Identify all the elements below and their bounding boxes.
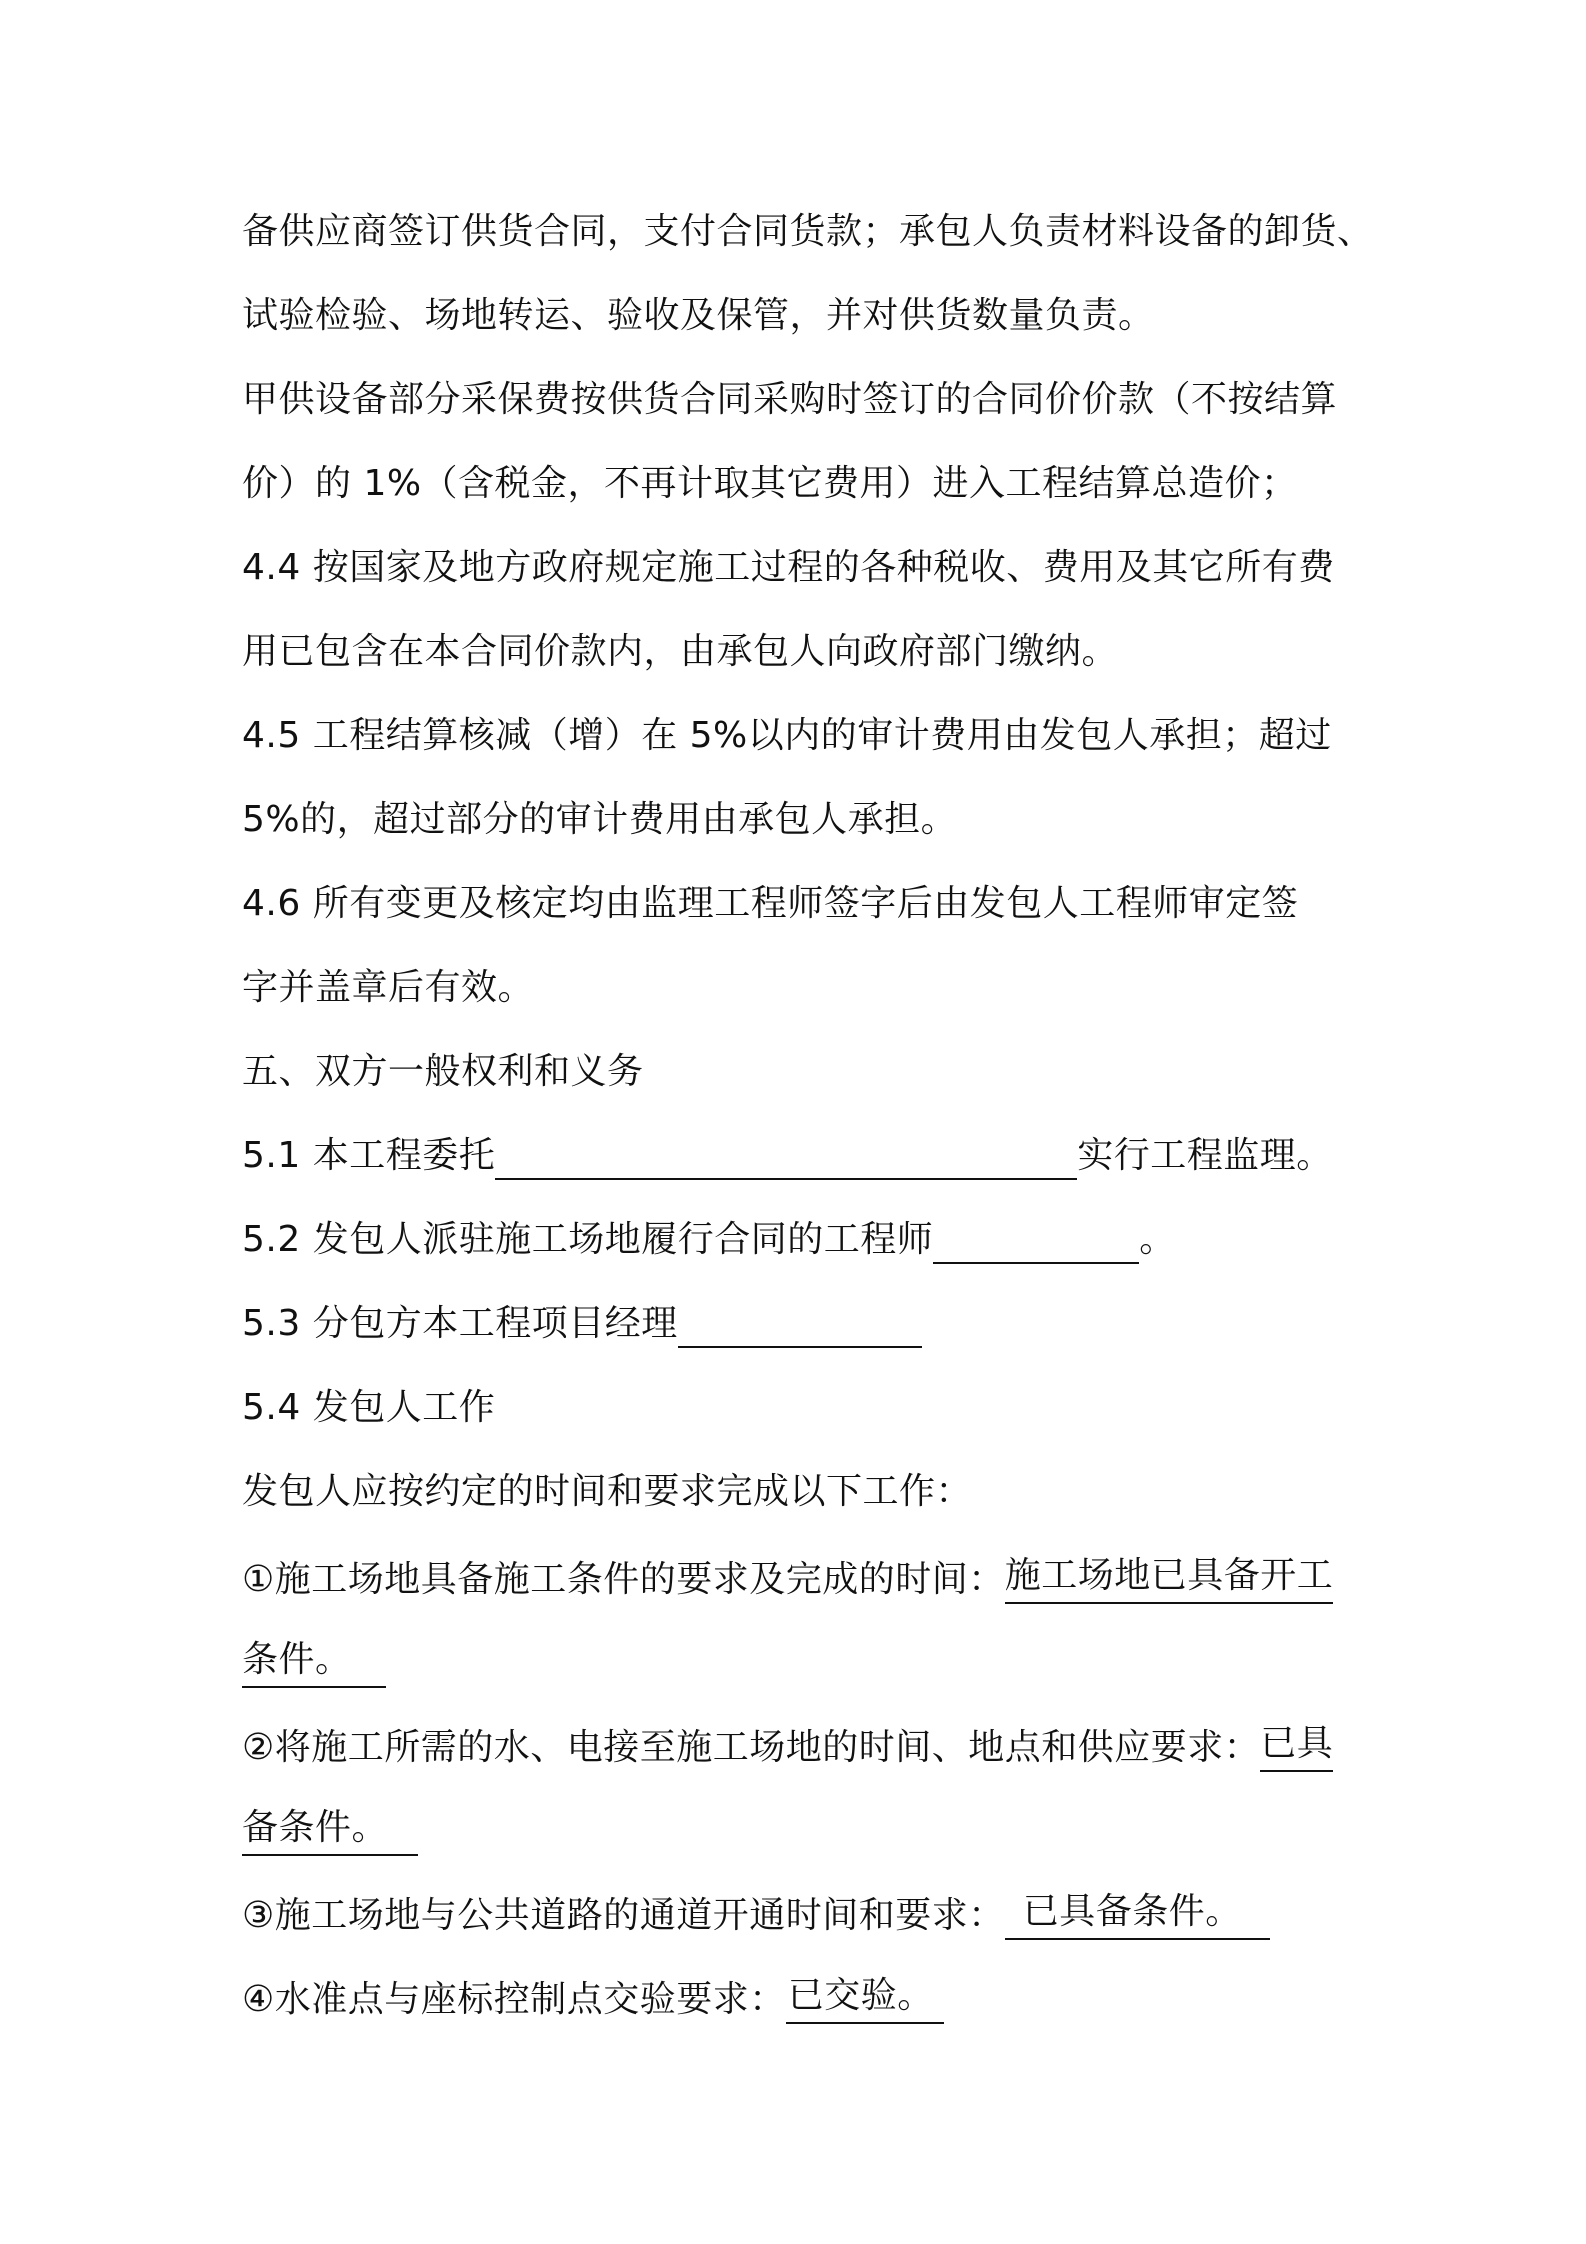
item-1-filled-value: 施工场地已具备开工 bbox=[1005, 1552, 1334, 1604]
clause-4-5-line-2: 5%的，超过部分的审计费用由承包人承担。 bbox=[242, 799, 958, 840]
section-heading-5: 五、双方一般权利和义务 bbox=[242, 1051, 644, 1092]
paragraph-line-3: 甲供设备部分采保费按供货合同采购时签订的合同价价款（不按结算 bbox=[242, 379, 1338, 420]
clause-5-4-heading: 5.4 发包人工作 bbox=[242, 1387, 496, 1428]
item-3 bbox=[242, 1888, 1362, 1940]
clause-4-6-line-2: 字并盖章后有效。 bbox=[242, 967, 535, 1008]
item-2-filled-value: 已具 bbox=[1260, 1720, 1333, 1772]
item-4 bbox=[242, 1972, 1362, 2024]
item-3-prefix: ③施工场地与公共道路的通道开通时间和要求： bbox=[242, 1895, 1005, 1936]
clause-4-4-line-2: 用已包含在本合同价款内，由承包人向政府部门缴纳。 bbox=[242, 631, 1119, 672]
clause-4-6-line-1: 4.6 所有变更及核定均由监理工程师签字后由发包人工程师审定签 bbox=[242, 883, 1299, 924]
paragraph-line-4: 价）的 1%（含税金，不再计取其它费用）进入工程结算总造价； bbox=[242, 463, 1298, 504]
item-1-filled-value-continued: 条件。 bbox=[242, 1636, 386, 1688]
item-2-line-1 bbox=[242, 1720, 1362, 1772]
item-2-prefix: ②将施工所需的水、电接至施工场地的时间、地点和供应要求： bbox=[242, 1727, 1261, 1768]
clause-5-3 bbox=[242, 1300, 1362, 1348]
item-4-prefix: ④水准点与座标控制点交验要求： bbox=[242, 1979, 786, 2020]
clause-5-1-prefix: 5.1 本工程委托 bbox=[242, 1135, 496, 1176]
clause-5-4-intro: 发包人应按约定的时间和要求完成以下工作： bbox=[242, 1471, 973, 1512]
project-manager-blank-field[interactable] bbox=[678, 1302, 922, 1348]
item-2-filled-value-continued: 备条件。 bbox=[242, 1804, 418, 1856]
item-3-filled-value: 已具备条件。 bbox=[1005, 1888, 1270, 1940]
item-2-line-2 bbox=[242, 1804, 1362, 1856]
clause-5-1 bbox=[242, 1132, 1362, 1180]
engineer-blank-field[interactable] bbox=[933, 1218, 1139, 1264]
item-1-prefix: ①施工场地具备施工条件的要求及完成的时间： bbox=[242, 1559, 1005, 1600]
clause-5-3-prefix: 5.3 分包方本工程项目经理 bbox=[242, 1303, 678, 1344]
item-1-line-1 bbox=[242, 1552, 1362, 1604]
supervisor-blank-field[interactable] bbox=[495, 1134, 1077, 1180]
clause-5-2-prefix: 5.2 发包人派驻施工场地履行合同的工程师 bbox=[242, 1219, 934, 1260]
clause-4-5-line-1: 4.5 工程结算核减（增）在 5%以内的审计费用由发包人承担；超过 bbox=[242, 715, 1332, 756]
clause-4-4-line-1: 4.4 按国家及地方政府规定施工过程的各种税收、费用及其它所有费 bbox=[242, 547, 1335, 588]
clause-5-2-suffix: 。 bbox=[1139, 1219, 1176, 1260]
item-1-line-2 bbox=[242, 1636, 1362, 1688]
clause-5-1-suffix: 实行工程监理。 bbox=[1077, 1135, 1333, 1176]
paragraph-line-2: 试验检验、场地转运、验收及保管，并对供货数量负责。 bbox=[242, 295, 1155, 336]
paragraph-line-1: 备供应商签订供货合同，支付合同货款；承包人负责材料设备的卸货、 bbox=[242, 211, 1374, 252]
item-4-filled-value: 已交验。 bbox=[786, 1972, 944, 2024]
clause-5-2 bbox=[242, 1216, 1362, 1264]
